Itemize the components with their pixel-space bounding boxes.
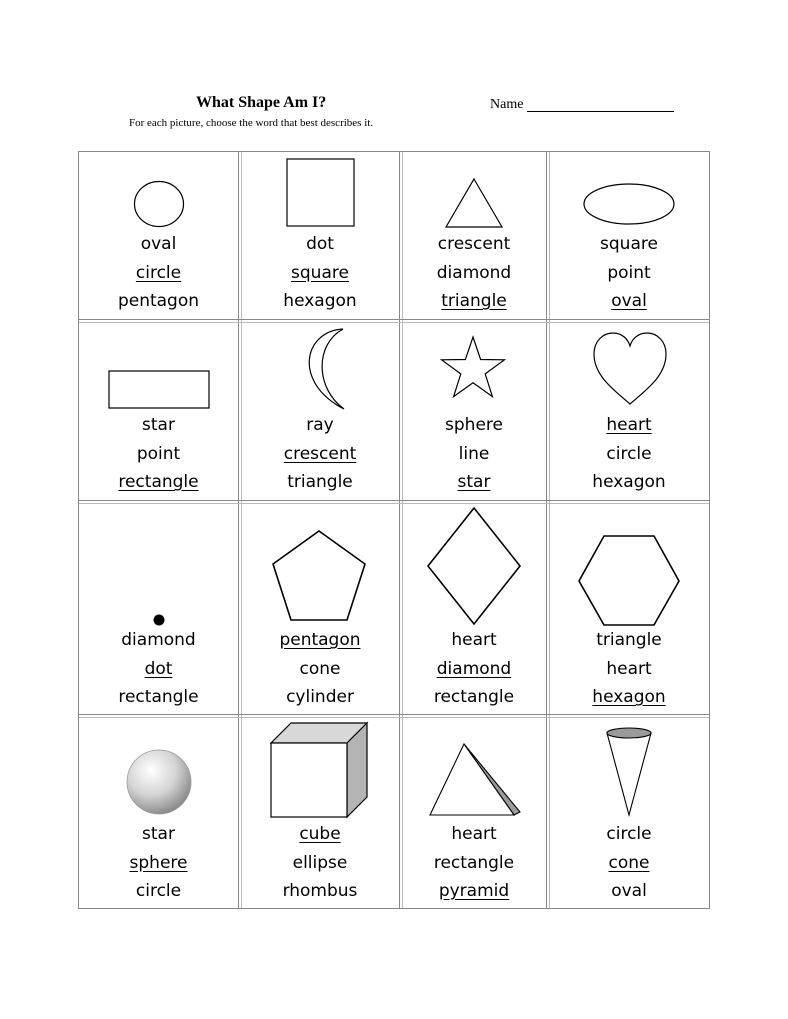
- grid-divider: [79, 500, 709, 501]
- grid-divider: [79, 319, 709, 320]
- answer-option[interactable]: hexagon: [283, 291, 357, 311]
- answer-option-selected[interactable]: sphere: [129, 852, 188, 873]
- answer-option[interactable]: sphere: [445, 415, 503, 435]
- answer-option[interactable]: star: [142, 824, 175, 844]
- shape-cell: [79, 503, 238, 714]
- oval-icon: [583, 183, 675, 225]
- answer-option-selected[interactable]: pyramid: [438, 881, 510, 901]
- answer-option[interactable]: triangle: [287, 472, 353, 492]
- answer-option-selected[interactable]: cone: [608, 852, 650, 873]
- answer-option[interactable]: rectangle: [118, 687, 199, 707]
- crescent-icon: [294, 327, 346, 411]
- answer-option[interactable]: cone: [299, 658, 341, 679]
- answer-option[interactable]: cylinder: [286, 687, 354, 707]
- pyramid-icon: [428, 742, 522, 818]
- answer-option-selected[interactable]: pentagon: [279, 630, 361, 650]
- hexagon-icon: [577, 535, 681, 627]
- shape-cell: [549, 717, 709, 910]
- sphere-icon: [126, 749, 192, 815]
- answer-option[interactable]: point: [607, 262, 651, 283]
- diamond-icon: [427, 507, 521, 625]
- dot-icon: [153, 614, 165, 626]
- answer-option[interactable]: star: [142, 415, 175, 435]
- shape-cell: [549, 503, 709, 714]
- answer-option[interactable]: rhombus: [282, 881, 358, 901]
- answer-option[interactable]: triangle: [596, 630, 662, 650]
- answer-option[interactable]: circle: [606, 443, 652, 464]
- shape-grid: [78, 151, 710, 909]
- shape-cell: [79, 717, 238, 910]
- shape-cell: [549, 322, 709, 500]
- answer-option[interactable]: oval: [140, 234, 177, 254]
- answer-option-selected[interactable]: hexagon: [592, 687, 666, 707]
- answer-option-selected[interactable]: dot: [144, 658, 173, 679]
- square-icon: [286, 158, 356, 228]
- answer-option-selected[interactable]: oval: [611, 291, 647, 311]
- answer-option[interactable]: point: [136, 443, 181, 464]
- answer-option-selected[interactable]: crescent: [283, 443, 357, 464]
- answer-option[interactable]: ellipse: [292, 852, 348, 873]
- answer-option-selected[interactable]: diamond: [436, 658, 512, 679]
- answer-option-selected[interactable]: heart: [606, 415, 652, 435]
- grid-divider: [399, 152, 400, 908]
- circle-icon: [133, 180, 185, 228]
- pentagon-icon: [271, 530, 367, 622]
- shape-cell: [402, 717, 546, 910]
- answer-option-selected[interactable]: star: [457, 472, 491, 492]
- answer-option[interactable]: square: [600, 234, 658, 254]
- shape-cell: [549, 152, 709, 319]
- grid-divider: [238, 152, 239, 908]
- answer-option-selected[interactable]: square: [291, 262, 349, 283]
- shape-cell: [402, 152, 546, 319]
- answer-option[interactable]: circle: [135, 881, 182, 901]
- answer-option[interactable]: hexagon: [592, 472, 666, 492]
- answer-option[interactable]: rectangle: [433, 687, 515, 707]
- shape-cell: [241, 152, 399, 319]
- answer-option[interactable]: rectangle: [433, 852, 515, 873]
- grid-divider: [546, 152, 547, 908]
- triangle-icon: [444, 178, 504, 228]
- rectangle-icon: [108, 370, 210, 410]
- heart-icon: [592, 332, 668, 406]
- answer-option[interactable]: heart: [451, 824, 497, 844]
- shape-cell: [79, 322, 238, 500]
- answer-option[interactable]: dot: [306, 234, 334, 254]
- shape-cell: [241, 717, 399, 910]
- answer-option[interactable]: ray: [306, 415, 334, 435]
- answer-option[interactable]: heart: [606, 658, 652, 679]
- answer-option-selected[interactable]: cube: [299, 824, 341, 844]
- answer-option[interactable]: crescent: [437, 234, 511, 254]
- shape-cell: [79, 152, 238, 319]
- cone-icon: [605, 727, 653, 817]
- answer-option[interactable]: pentagon: [117, 291, 200, 311]
- answer-option[interactable]: diamond: [121, 630, 196, 650]
- shape-cell: [241, 503, 399, 714]
- answer-option[interactable]: oval: [611, 881, 647, 901]
- page-title: What Shape Am I?: [196, 94, 327, 111]
- answer-option[interactable]: line: [458, 443, 490, 464]
- grid-divider: [79, 714, 709, 715]
- instructions: For each picture, choose the word that best describes it.: [129, 117, 374, 129]
- shape-cell: [241, 322, 399, 500]
- answer-option-selected[interactable]: circle: [135, 262, 182, 283]
- name-label: Name: [490, 97, 524, 112]
- cube-icon: [269, 722, 369, 818]
- answer-option-selected[interactable]: rectangle: [118, 472, 199, 492]
- star-icon: [440, 336, 506, 400]
- shape-cell: [402, 503, 546, 714]
- name-blank: [527, 111, 674, 112]
- answer-option[interactable]: circle: [606, 824, 652, 844]
- shape-cell: [402, 322, 546, 500]
- answer-option[interactable]: heart: [451, 630, 497, 650]
- answer-option[interactable]: diamond: [436, 262, 512, 283]
- answer-option-selected[interactable]: triangle: [441, 291, 507, 311]
